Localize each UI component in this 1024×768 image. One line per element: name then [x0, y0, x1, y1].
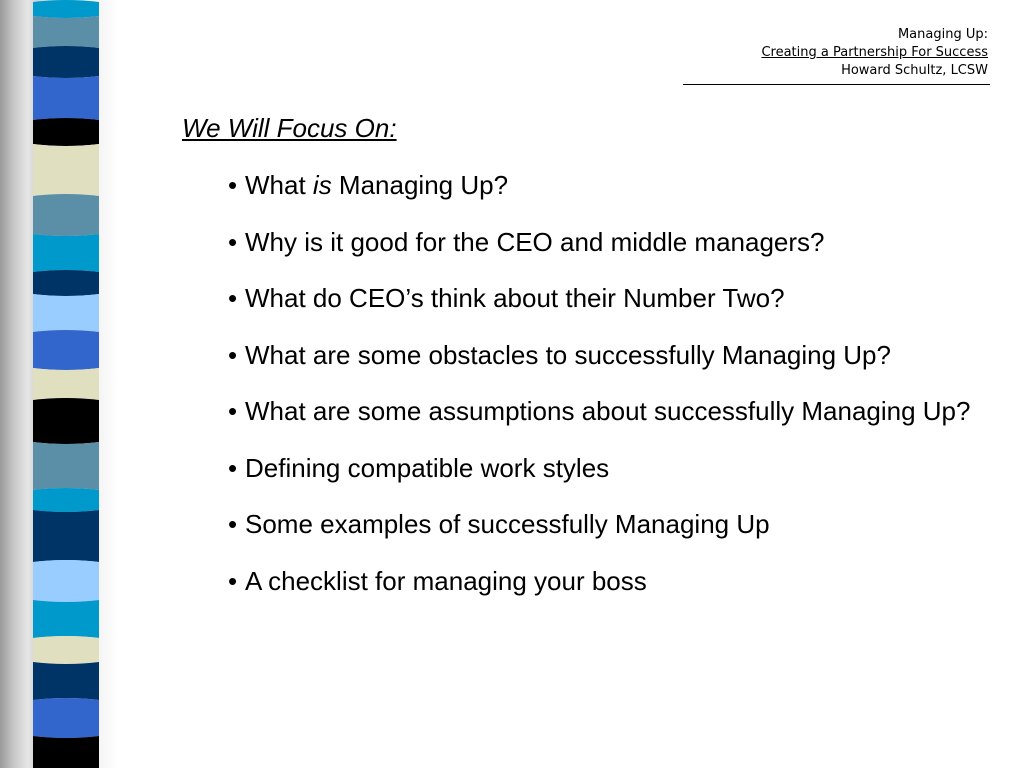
- bullet-icon: •: [228, 339, 238, 370]
- bullet-icon: •: [228, 226, 238, 257]
- decorative-block: [33, 662, 99, 700]
- decorative-block: [33, 560, 99, 602]
- bullet-icon: •: [228, 509, 238, 539]
- decorative-block: [33, 294, 99, 332]
- decorative-block: [33, 736, 99, 768]
- decorative-block: [33, 270, 99, 296]
- decorative-block: [33, 600, 99, 638]
- list-item: • What are some obstacles to successfully Managing Up?: [228, 337, 988, 373]
- bullet-icon: •: [228, 396, 238, 426]
- decorative-block: [33, 76, 99, 120]
- decorative-block: [33, 330, 99, 370]
- decorative-block: [33, 368, 99, 400]
- decorative-block: [33, 488, 99, 512]
- decorative-block: [33, 698, 99, 738]
- decorative-block: [33, 398, 99, 444]
- presentation-header: [761, 26, 988, 80]
- bullet-icon: •: [228, 452, 238, 483]
- decorative-block: [33, 0, 99, 18]
- list-item: • A checklist for managing your boss: [228, 563, 988, 599]
- list-item: • Why is it good for the CEO and middle managers?: [228, 224, 988, 260]
- bullet-icon: •: [228, 565, 238, 596]
- decorative-block: [33, 194, 99, 236]
- decorative-block: [33, 118, 99, 146]
- decorative-block: [33, 442, 99, 490]
- header-subtitle: Creating a Partnership For Success: [761, 45, 988, 60]
- block-column-graphic: [33, 0, 99, 768]
- list-item: • What do CEO’s think about their Number Two?: [228, 280, 988, 316]
- decorative-block: [33, 46, 99, 78]
- bullet-icon: •: [228, 170, 238, 200]
- decorative-block: [33, 636, 99, 664]
- bullet-icon: •: [228, 283, 238, 313]
- decorative-block: [33, 510, 99, 562]
- decorative-block: [33, 234, 99, 272]
- header-title: Managing Up:: [897, 27, 988, 42]
- list-item: • What is Managing Up?: [228, 167, 988, 203]
- decorative-block: [33, 16, 99, 48]
- list-item: • What are some assumptions about successfully Managing Up?: [228, 393, 988, 429]
- header-author: Howard Schultz, LCSW: [841, 63, 988, 78]
- focus-list: [228, 167, 988, 619]
- decorative-block-column: [33, 0, 99, 768]
- header-divider: [683, 84, 990, 85]
- list-item: • Defining compatible work styles: [228, 450, 988, 486]
- slide-heading: We Will Focus On:: [182, 113, 397, 143]
- list-item: • Some examples of successfully Managing Up: [228, 506, 988, 542]
- decorative-block: [33, 144, 99, 196]
